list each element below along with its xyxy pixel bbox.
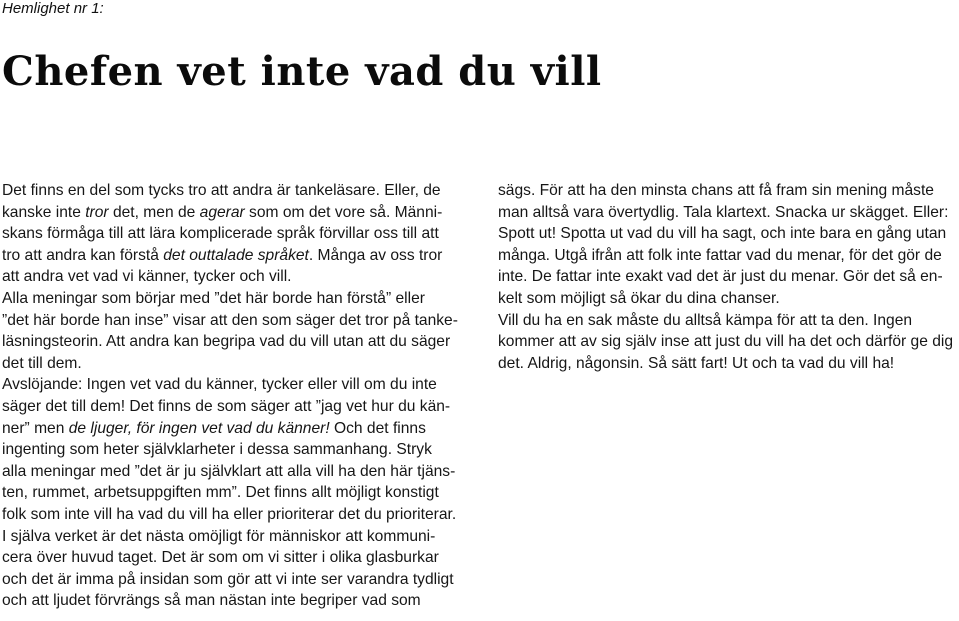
body-column-left [2,180,464,612]
text-line [2,353,464,375]
text-line [2,439,464,461]
text-line [498,245,958,267]
text-line [2,288,464,310]
text-line [2,223,464,245]
text-line [2,547,464,569]
text-run: Avslöjande: Ingen vet vad du känner, tycker eller vill om du inte [2,376,437,394]
section-kicker: Hemlighet nr 1: [2,0,104,17]
text-run: kanske inte [2,203,86,221]
text-run: Vill du ha en sak måste du alltså kämpa för att ta den. Ingen [498,311,913,329]
text-run: Spott ut! Spotta ut vad du vill ha sagt, och inte bara en gång utan [498,225,947,243]
text-line [498,266,958,288]
text-line [498,331,958,353]
italic-run: de ljuger, för ingen vet vad du känner! [68,419,330,437]
text-run: alla meningar med ”det är ju självklart att alla vill ha den här tjäns- [2,462,456,480]
text-run: sägs. För att ha den minsta chans att få fram sin mening måste [498,182,934,199]
text-run: Och det finns [329,419,426,437]
text-run: som om det vore så. Männi- [244,203,443,221]
text-run: ”det här borde han inse” visar att den som säger det tror på tanke- [2,311,458,329]
text-line [2,180,464,202]
italic-run: agerar [199,203,245,221]
text-line [498,180,958,202]
text-run: ten, rummet, arbetsuppgiften mm”. Det finns allt möjligt konstigt [2,484,439,502]
article-headline: Chefen vet inte vad du vill [2,48,602,95]
text-line [2,569,464,591]
text-run: . Många av oss tror [308,246,443,264]
text-run: tro att andra kan förstå [2,246,164,264]
text-run: folk som inte vill ha vad du vill ha eller prioriterar det du prioriterar. [2,505,457,523]
text-line [2,202,464,224]
text-line [2,504,464,526]
text-line [498,353,958,375]
italic-run: det outtalade språket [163,246,309,264]
text-line [2,590,464,612]
text-line [2,396,464,418]
text-line [2,461,464,483]
text-line [498,223,958,245]
text-run: att andra vet vad vi känner, tycker och vill. [2,268,292,286]
text-run: ingenting som heter självklarheter i dessa sammanhang. Stryk [2,441,432,459]
text-run: många. Utgå ifrån att folk inte fattar vad du menar, för det gör de [498,246,942,264]
italic-run: tror [85,203,109,221]
text-run: kommer att av sig själv inse att just du vill ha det och därför ge dig [498,333,954,351]
text-run: kelt som möjligt så ökar du dina chanser. [498,289,780,307]
text-run: och att ljudet förvrängs så man nästan inte begriper vad som [2,592,421,610]
text-line [498,310,958,332]
text-run: det. Aldrig, någonsin. Så sätt fart! Ut och ta vad du vill ha! [498,354,895,372]
text-run: skans förmåga till att lära komplicerade språk förvillar oss till att [2,225,439,243]
text-line [2,310,464,332]
text-run: Alla meningar som börjar med ”det här borde han förstå” eller [2,289,425,307]
text-run: man alltså vara övertydlig. Tala klartext. Snacka ur skägget. Eller: [498,203,949,221]
body-column-right [498,180,958,374]
text-run: I själva verket är det nästa omöjligt för människor att kommuni- [2,527,436,545]
text-line [498,288,958,310]
text-run: inte. De fattar inte exakt vad det är just du menar. Gör det så en- [498,268,943,286]
text-run: Det finns en del som tycks tro att andra är tankeläsare. Eller, de [2,182,441,199]
text-line [2,331,464,353]
text-run: säger det till dem! Det finns de som säger att ”jag vet hur du kän- [2,397,451,415]
text-run: ner” men [2,419,69,437]
text-line [2,482,464,504]
text-line [2,374,464,396]
text-run: och det är imma på insidan som gör att vi inte ser varandra tydligt [2,570,454,588]
text-line [2,526,464,548]
text-run: cera över huvud taget. Det är som om vi sitter i olika glasburkar [2,549,439,567]
text-run: det till dem. [2,354,82,372]
text-line [2,266,464,288]
text-line [2,245,464,267]
text-run: läsningsteorin. Att andra kan begripa vad du vill utan att du säger [2,333,451,351]
text-line [2,418,464,440]
text-line [498,202,958,224]
text-run: det, men de [108,203,200,221]
